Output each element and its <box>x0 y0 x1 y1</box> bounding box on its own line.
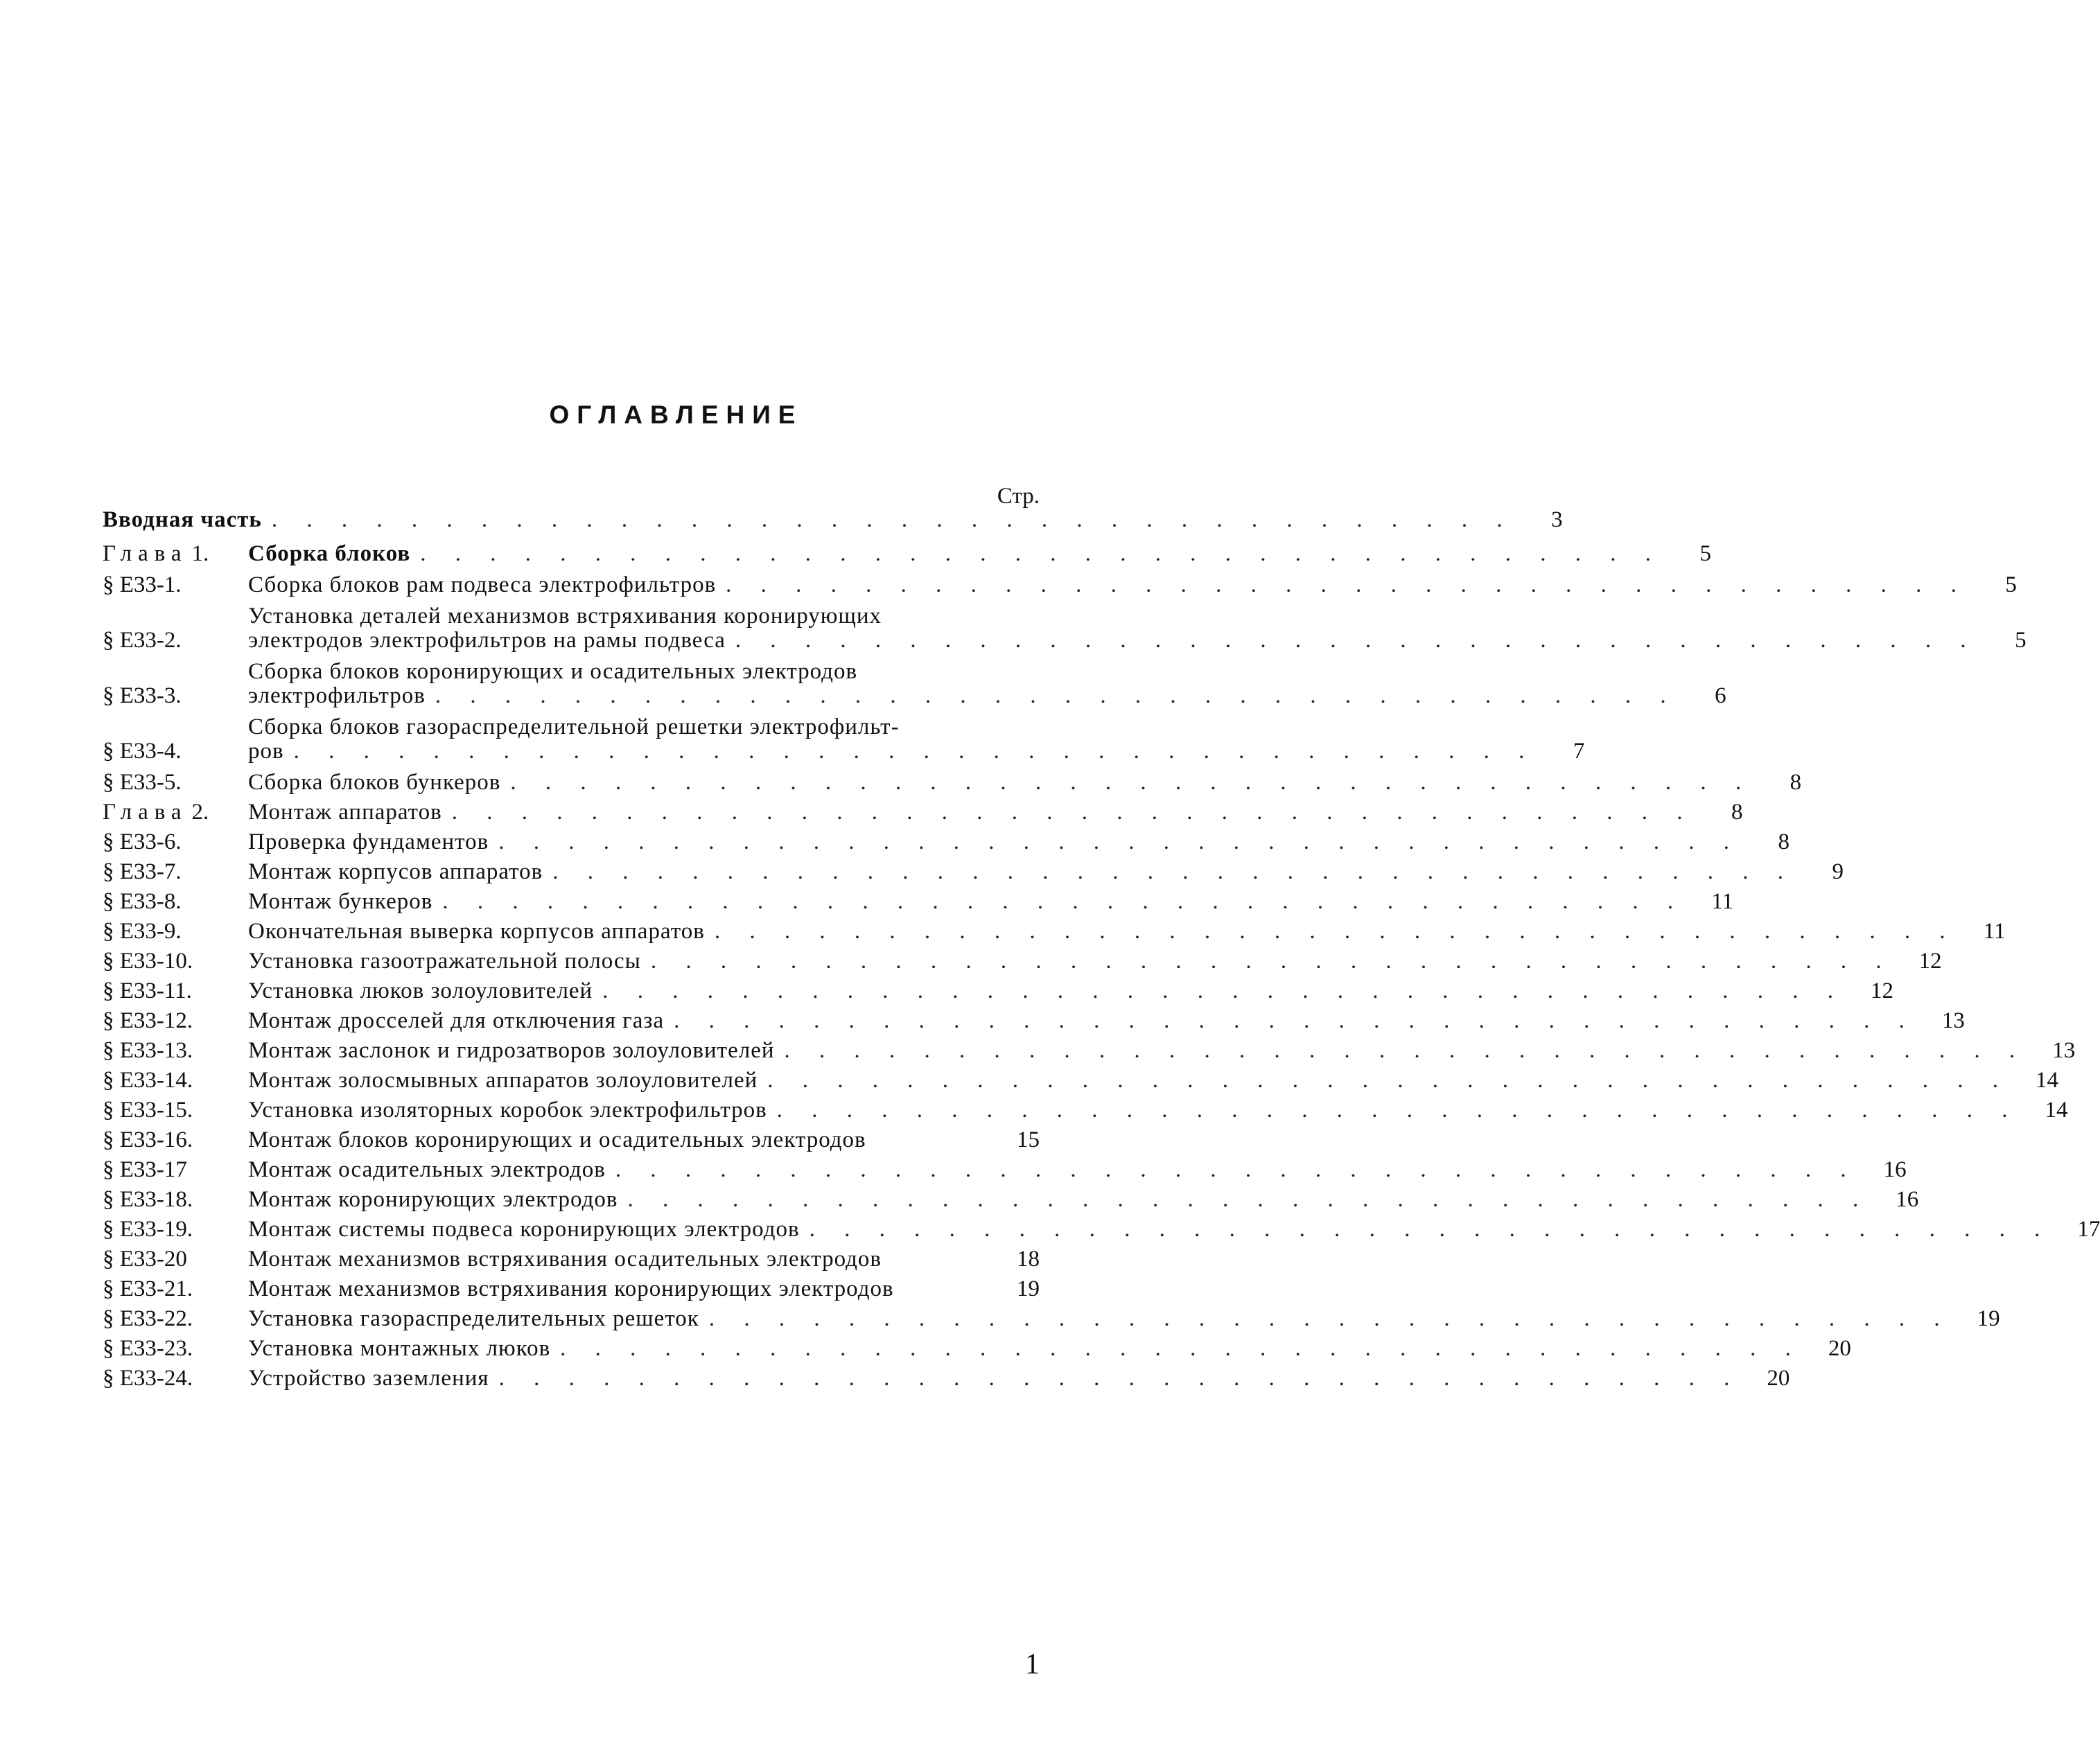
toc-page-number: 18 <box>1017 1247 1040 1272</box>
toc-page-number: 6 <box>1715 683 1726 708</box>
toc-page-number: 12 <box>1870 978 1893 1003</box>
toc-section-row <box>103 829 1790 854</box>
section-number: § Е33-7. <box>103 859 182 884</box>
section-number: § Е33-11. <box>103 978 192 1003</box>
toc-page-number: 7 <box>1573 739 1585 764</box>
toc-section-row <box>103 1157 1907 1182</box>
toc-entry-title: Установка изоляторных коробок электрофильтров <box>248 1098 767 1123</box>
toc-section-row <box>103 919 2006 944</box>
toc-entry-title: ров <box>248 739 284 764</box>
section-number: § Е33-15. <box>103 1098 193 1123</box>
toc-page-number: 14 <box>2036 1068 2059 1093</box>
section-number: § Е33-20 <box>103 1247 187 1272</box>
leader-dots: . . . . . . . . . . . . . . . . . . . . . . . . . . . . . . . . . . . . <box>552 859 1795 884</box>
leader-dots: . . . . . . . . . . . . . . . . . . . . . . . . . . . . . . . . . . . . <box>726 572 1968 597</box>
leader-dots: . . . . . . . . . . . . . . . . . . . . . . . . . . . . . . . . . . . . <box>767 1068 2011 1093</box>
toc-section-row <box>103 770 1802 795</box>
section-number: § Е33-16. <box>103 1127 193 1152</box>
toc-entry-title: Монтаж системы подвеса коронирующих электродов <box>248 1217 800 1242</box>
table-of-contents <box>103 502 2100 1391</box>
leader-dots: . . . . . . . . . . . . . . . . . . . . . . . . . . . . . . . . . . . . <box>602 978 1845 1003</box>
leader-dots: . . . . . . . . . . . . . . . . . . . . . . . . . . . . . . . . . . . . <box>674 1008 1916 1033</box>
toc-page-number: 12 <box>1918 949 1942 974</box>
leader-dots: . . . . . . . . . . . . . . . . . . . . . . . . . . . . . . . . . . . . <box>442 889 1686 914</box>
toc-section-row <box>103 1336 1851 1361</box>
toc-section-row <box>103 659 1726 708</box>
leader-dots: . . . . . . . . . . . . . . . . . . . . . . . . . . . . . . . . . . . . <box>271 507 1514 532</box>
section-number: § Е33-2. <box>103 628 182 653</box>
toc-entry-title: Монтаж блоков коронирующих и осадительных электродов <box>248 1127 866 1152</box>
toc-entry-title: Монтаж осадительных электродов <box>248 1157 606 1182</box>
toc-section-row <box>103 949 1942 974</box>
section-number: § Е33-14. <box>103 1068 193 1093</box>
leader-dots: . . . . . . . . . . . . . . . . . . . . . . . . . . . . . . . . . . . . <box>498 1366 1742 1391</box>
section-number: § Е33-19. <box>103 1217 193 1242</box>
toc-entry-title: Сборка блоков бункеров <box>248 770 501 795</box>
section-number: § Е33-5. <box>103 770 182 795</box>
toc-entry-title: Окончательная выверка корпусов аппаратов <box>248 919 705 944</box>
toc-page-number: 15 <box>1017 1127 1040 1152</box>
toc-page-number: 19 <box>1977 1306 2000 1331</box>
toc-entry-title: Установка газораспределительных решеток <box>248 1306 699 1331</box>
toc-page-number: 8 <box>1790 770 1802 795</box>
toc-section-row <box>103 1187 1919 1212</box>
leader-dots: . . . . . . . . . . . . . . . . . . . . . . . . . . . . . . . . . . . . <box>784 1038 2027 1063</box>
toc-page-number: 16 <box>1883 1157 1907 1182</box>
section-number: § Е33-10. <box>103 949 193 974</box>
leader-dots: . . . . . . . . . . . . . . . . . . . . . . . . . . . . . . . . . . . . <box>435 683 1678 708</box>
toc-entry-title: электрофильтров <box>248 683 426 708</box>
toc-entry-title-line: Сборка блоков газораспределительной решетки электрофильт- <box>248 714 900 739</box>
toc-page-number: 19 <box>1017 1276 1040 1301</box>
toc-page-number: 16 <box>1896 1187 1919 1212</box>
toc-page-number: 8 <box>1778 829 1790 854</box>
toc-entry-title: электродов электрофильтров на рамы подвеса <box>248 628 726 653</box>
toc-entry-title: Монтаж бункеров <box>248 889 433 914</box>
toc-entry-title: Монтаж заслонок и гидрозатворов золоуловителей <box>248 1038 775 1063</box>
toc-entry-title: Проверка фундаментов <box>248 829 489 854</box>
toc-section-row <box>103 1277 1040 1301</box>
toc-page-number: 3 <box>1551 507 1563 532</box>
toc-page-number: 13 <box>1941 1008 1965 1033</box>
toc-section-row <box>103 859 1844 884</box>
toc-entry-title: Устройство заземления <box>248 1366 489 1391</box>
toc-page-number: 5 <box>2005 572 2017 597</box>
toc-chapter-row <box>103 800 1743 825</box>
leader-dots: . . . . . . . . . . . . . . . . . . . . . . . . . . . . . . . . . . . . <box>809 1217 2052 1242</box>
section-number: § Е33-23. <box>103 1336 193 1361</box>
chapter-number: 1. <box>191 541 209 566</box>
section-number: § Е33-21. <box>103 1276 193 1301</box>
leader-dots: . . . . . . . . . . . . . . . . . . . . . . . . . . . . . . . . . . . . <box>560 1336 1803 1361</box>
toc-chapter-row <box>103 541 1711 566</box>
leader-dots: . . . . . . . . . . . . . . . . . . . . . . . . . . . . . . . . . . . . <box>498 829 1741 854</box>
leader-dots: . . . . . . . . . . . . . . . . . . . . . . . . . . . . . . . . . . . . <box>420 541 1663 566</box>
leader-dots: . . . . . . . . . . . . . . . . . . . . . . . . . . . . . . . . . . . . <box>510 770 1753 795</box>
section-number: § Е33-8. <box>103 889 182 914</box>
leader-dots: . . . . . . . . . . . . . . . . . . . . . . . . . . . . . . . . . . . . <box>615 1157 1858 1182</box>
toc-section-row <box>103 714 1585 764</box>
toc-page-number: 13 <box>2052 1038 2076 1063</box>
leader-dots: . . . . . . . . . . . . . . . . . . . . . . . . . . . . . . . . . . . . <box>735 628 1978 653</box>
toc-section-row <box>103 604 2027 653</box>
toc-entry-title: Установка люков золоуловителей <box>248 978 593 1003</box>
toc-section-row <box>103 1128 1040 1152</box>
toc-page-number: 9 <box>1832 859 1844 884</box>
toc-section-row <box>103 1068 2059 1093</box>
page-column-label: Стр. <box>997 484 1040 509</box>
toc-entry-title: Вводная часть <box>103 507 262 532</box>
toc-page-number: 5 <box>2015 628 2027 653</box>
toc-page-number: 20 <box>1828 1336 1851 1361</box>
toc-section-row <box>103 1247 1040 1272</box>
toc-entry-title-line: Сборка блоков коронирующих и осадительных электродов <box>248 659 858 684</box>
toc-section-row <box>103 889 1734 914</box>
toc-entry-title: Монтаж дросселей для отключения газа <box>248 1008 665 1033</box>
section-number: § Е33-17 <box>103 1157 187 1182</box>
toc-entry-title: Монтаж механизмов встряхивания коронирующих электродов <box>248 1276 894 1301</box>
section-number: § Е33-13. <box>103 1038 193 1063</box>
toc-entry-title: Сборка блоков рам подвеса электрофильтров <box>248 572 717 597</box>
page-title: ОГЛАВЛЕНИЕ <box>549 401 803 429</box>
toc-entry-title: Монтаж коронирующих электродов <box>248 1187 618 1212</box>
toc-entry-title: Монтаж аппаратов <box>248 800 442 825</box>
chapter-number: 2. <box>191 800 209 825</box>
toc-intro-row <box>103 507 1563 532</box>
section-number: § Е33-18. <box>103 1187 193 1212</box>
toc-page-number: 11 <box>1711 889 1734 914</box>
toc-entry-title: Сборка блоков <box>248 541 411 566</box>
section-number: § Е33-6. <box>103 829 182 854</box>
toc-entry-title: Установка газоотражательной полосы <box>248 949 641 974</box>
leader-dots: . . . . . . . . . . . . . . . . . . . . . . . . . . . . . . . . . . . . <box>627 1187 1871 1212</box>
toc-entry-title: Монтаж золосмывных аппаратов золоуловителей <box>248 1068 758 1093</box>
section-number: § Е33-9. <box>103 919 182 944</box>
toc-page-number: 17 <box>2077 1217 2100 1242</box>
toc-section-row <box>103 1038 2076 1063</box>
toc-entry-title: Монтаж корпусов аппаратов <box>248 859 543 884</box>
toc-entry-title: Монтаж механизмов встряхивания осадительных электродов <box>248 1247 882 1272</box>
toc-entry-title-line: Установка деталей механизмов встряхивания коронирующих <box>248 604 882 629</box>
toc-page-number: 11 <box>1983 919 2006 944</box>
toc-section-row <box>103 1008 1965 1033</box>
toc-page-number: 14 <box>2045 1098 2068 1123</box>
section-number: § Е33-24. <box>103 1366 193 1391</box>
leader-dots: . . . . . . . . . . . . . . . . . . . . . . . . . . . . . . . . . . . . <box>714 919 1957 944</box>
leader-dots: . . . . . . . . . . . . . . . . . . . . . . . . . . . . . . . . . . . . <box>293 739 1537 764</box>
chapter-label: Глава <box>103 800 188 825</box>
leader-dots: . . . . . . . . . . . . . . . . . . . . . . . . . . . . . . . . . . . . <box>451 800 1695 825</box>
toc-page-number: 8 <box>1731 800 1743 825</box>
toc-page-number: 5 <box>1699 541 1711 566</box>
toc-section-row <box>103 1366 1790 1391</box>
toc-section-row <box>103 572 2017 597</box>
footer-page-number: 1 <box>1025 1649 1040 1680</box>
leader-dots: . . . . . . . . . . . . . . . . . . . . . . . . . . . . . . . . . . . . <box>650 949 1893 974</box>
chapter-label: Глава <box>103 541 188 566</box>
toc-section-row <box>103 978 1893 1003</box>
section-number: § Е33-22. <box>103 1306 193 1331</box>
toc-entry-title: Установка монтажных люков <box>248 1336 551 1361</box>
section-number: § Е33-1. <box>103 572 182 597</box>
toc-section-row <box>103 1098 2068 1123</box>
leader-dots: . . . . . . . . . . . . . . . . . . . . . . . . . . . . . . . . . . . . <box>776 1098 2020 1123</box>
section-number: § Е33-12. <box>103 1008 193 1033</box>
section-number: § Е33-4. <box>103 739 182 764</box>
toc-section-row <box>103 1306 2000 1331</box>
toc-section-row <box>103 1217 2100 1242</box>
section-number: § Е33-3. <box>103 683 182 708</box>
leader-dots: . . . . . . . . . . . . . . . . . . . . . . . . . . . . . . . . . . . . <box>708 1306 1952 1331</box>
toc-page-number: 20 <box>1767 1366 1790 1391</box>
